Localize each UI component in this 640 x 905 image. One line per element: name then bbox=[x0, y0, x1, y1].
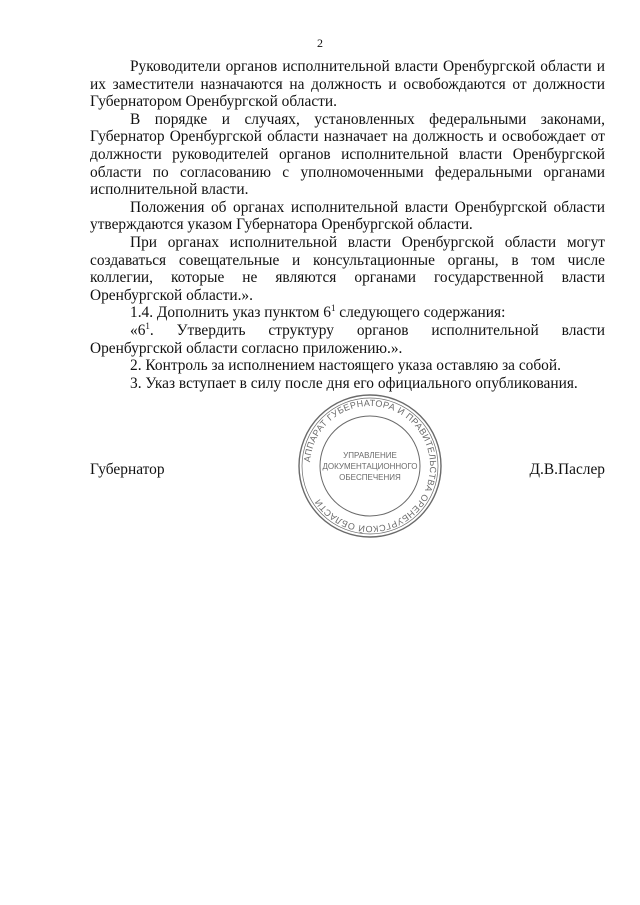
page-number: 2 bbox=[317, 36, 323, 50]
item-6-1-sup: 1 bbox=[145, 320, 150, 331]
paragraph-regulations: Положения об органах исполнительной власти Оренбургской области утверждаются указом Губернатора Оренбургской области. bbox=[90, 198, 605, 234]
seal-center-line-2: ДОКУМЕНТАЦИОННОГО bbox=[322, 462, 418, 471]
paragraph-federal-agreement: В порядке и случаях, установленных федеральными законами, Губернатор Оренбургской области назначает на должность и освобождает от должности руководителей органов исполнительной власти Оренбургской области по согласованию с уполномоченными федеральными органами исполнительной власти. bbox=[90, 110, 605, 199]
item-6-1 bbox=[90, 322, 605, 357]
signatory-name: Д.В.Паслер bbox=[529, 461, 605, 478]
paragraph-advisory-bodies: При органах исполнительной власти Оренбургской области могут создаваться совещательные и консультационные органы, в том числе коллегии, которые не являются органами государственной власти Оренбургской области.». bbox=[90, 233, 605, 304]
signature-block bbox=[90, 461, 605, 485]
seal-center-line-3: ОБЕСПЕЧЕНИЯ bbox=[339, 473, 401, 482]
item-1-4-after: следующего содержания: bbox=[335, 304, 506, 322]
item-1-4-sup: 1 bbox=[330, 303, 336, 314]
paragraph-heads-appointment: Руководители органов исполнительной власти Оренбургской области и их заместители назначаются на должность и освобождаются от должности Губернатором Оренбургской области. bbox=[90, 58, 605, 111]
signatory-position: Губернатор bbox=[90, 461, 165, 478]
item-6-1-after: . Утвердить структуру органов исполнительной власти Оренбургской области согласно приложению.». bbox=[90, 321, 605, 357]
seal-center-line-1: УПРАВЛЕНИЕ bbox=[343, 451, 397, 460]
seal-ring-text: АППАРАТ ГУБЕРНАТОРА И ПРАВИТЕЛЬСТВА ОРЕНБУРГСКОЙ ОБЛАСТИ bbox=[302, 397, 439, 535]
item-2: 2. Контроль за исполнением настоящего указа оставляю за собой. bbox=[130, 357, 561, 375]
item-3: 3. Указ вступает в силу после дня его официального опубликования. bbox=[130, 374, 578, 392]
item-1-4-before: 1.4. Дополнить указ пунктом 6 bbox=[130, 304, 331, 322]
document-body bbox=[90, 58, 605, 392]
item-6-1-before: «6 bbox=[130, 321, 146, 339]
item-1-4 bbox=[90, 304, 605, 322]
